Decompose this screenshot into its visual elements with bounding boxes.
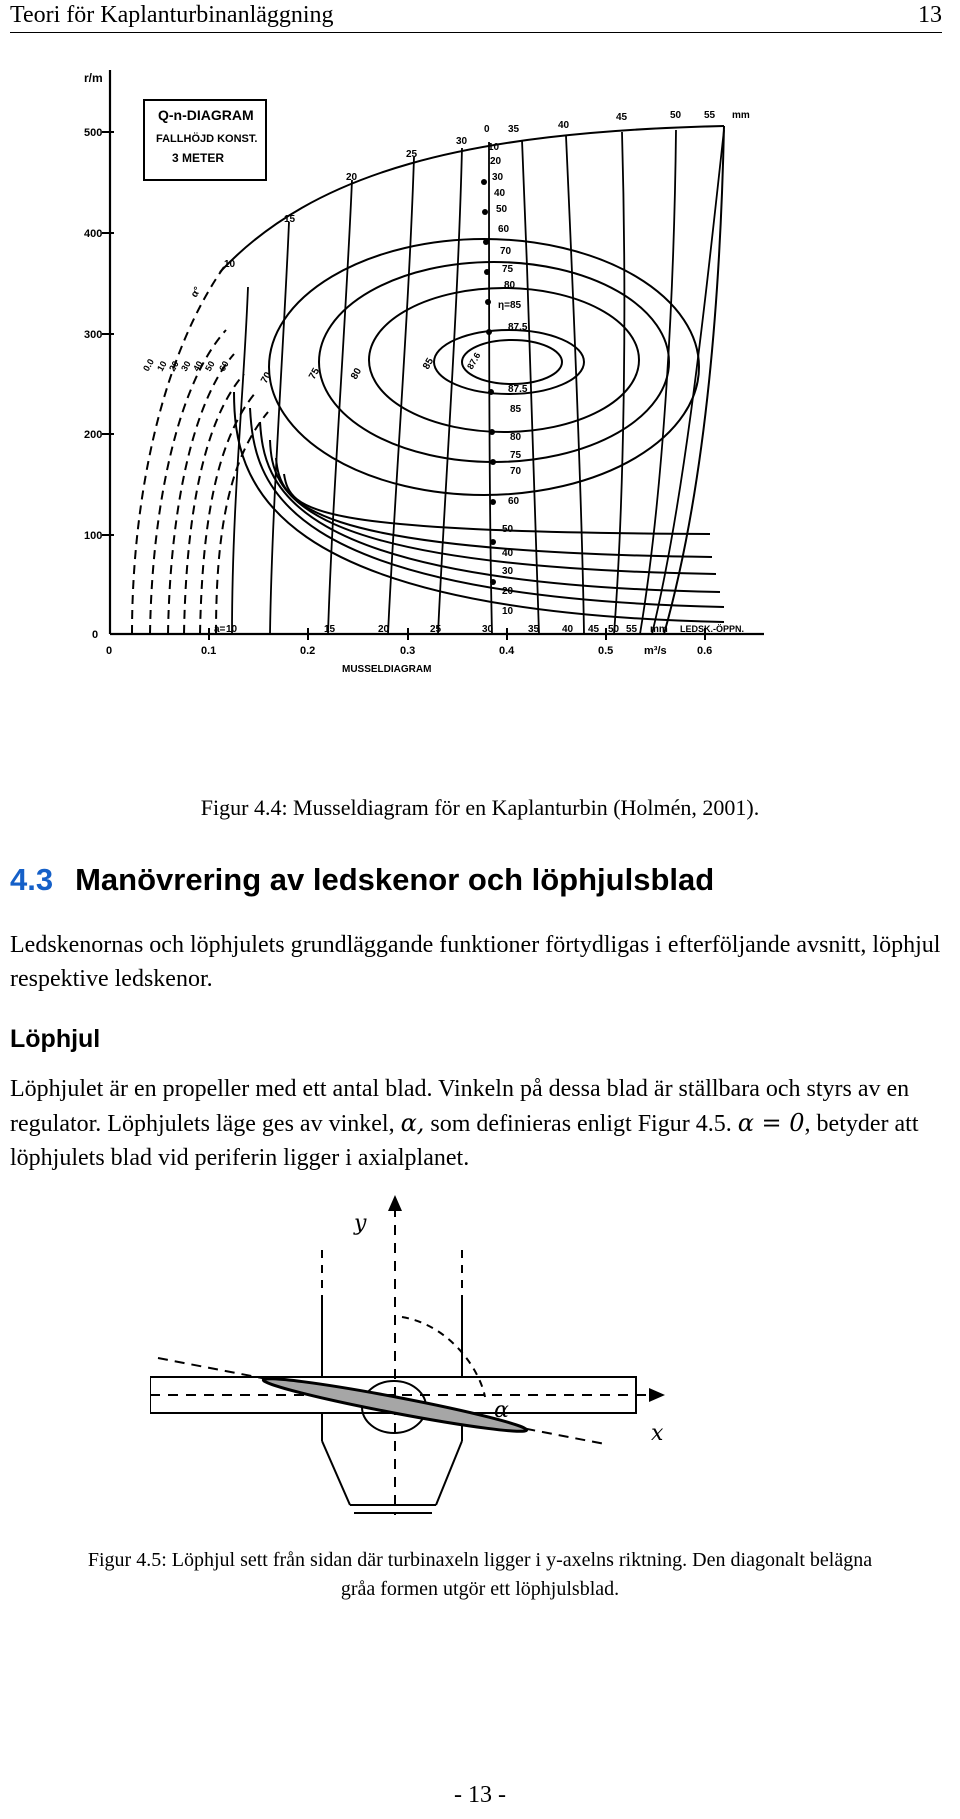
efficiency-label: 60 <box>508 496 520 507</box>
legend-line-3: 3 METER <box>172 151 225 165</box>
x-arrow-icon <box>649 1388 665 1402</box>
efficiency-label: 75 <box>307 366 323 382</box>
legend-line-2: FALLHÖJD KONST. <box>156 133 258 145</box>
caption-line: gråa formen utgör ett löphjulsblad. <box>340 1578 620 1600</box>
opening-label: 30 <box>456 136 468 147</box>
alpha-symbol: α, <box>400 1109 425 1137</box>
opening-label: 10 <box>224 259 236 270</box>
efficiency-label: 80 <box>349 366 365 382</box>
section-number: 4.3 <box>10 862 54 897</box>
equation: α = 0 <box>737 1109 805 1137</box>
efficiency-label: 70 <box>259 370 275 386</box>
efficiency-label: 40 <box>494 188 506 199</box>
y-tick: 300 <box>84 329 103 341</box>
paragraph-text: Löphjulet är en propeller med ett antal blad. Vinkeln på dessa blad är ställbara och styrs av en regulator. Löphjulets läge ges av vinkel, <box>10 1076 910 1137</box>
paragraph-text: som definieras enligt Figur 4.5. <box>424 1111 738 1137</box>
opening-label: mm <box>732 110 750 121</box>
legend-line-1: Q-n-DIAGRAM <box>158 107 254 123</box>
x-axis-title: MUSSELDIAGRAM <box>342 664 432 675</box>
alpha-label: α <box>494 1398 509 1423</box>
y-axis-label: y <box>354 1211 367 1236</box>
x-axis-unit: m³/s <box>644 645 667 657</box>
figure-caption: Figur 4.4: Musseldiagram för en Kaplanturbin (Holmén, 2001). <box>200 795 760 820</box>
efficiency-label: 0 <box>484 124 490 135</box>
efficiency-label: 50 <box>496 204 508 215</box>
mussel-diagram <box>84 62 894 782</box>
x-tick: 0.2 <box>300 645 316 657</box>
opening-label: 40 <box>558 120 570 131</box>
x-tick: 0.1 <box>201 645 217 657</box>
subsection-heading: Löphjul <box>10 1025 101 1053</box>
efficiency-label: 50 <box>502 524 514 535</box>
efficiency-label: η=85 <box>498 300 522 311</box>
opening-label: 40 <box>562 624 574 635</box>
y-arrow-icon <box>388 1195 402 1211</box>
runner-blade-diagram <box>150 1195 810 1530</box>
y-tick: 500 <box>84 127 103 139</box>
efficiency-label: 75 <box>502 264 514 275</box>
caption-line: Figur 4.5: Löphjul sett från sidan där turbinaxeln ligger i y-axelns riktning. Den diagonalt belägna <box>87 1549 873 1571</box>
efficiency-label: 85 <box>510 404 522 415</box>
opening-label: 25 <box>406 149 418 160</box>
efficiency-label: 80 <box>510 432 522 443</box>
opening-label: 35 <box>508 124 520 135</box>
efficiency-label: 87.5 <box>508 384 528 395</box>
efficiency-label: 60 <box>498 224 510 235</box>
y-tick: 200 <box>84 429 103 441</box>
opening-label: 55 <box>704 110 716 121</box>
efficiency-label: 10 <box>488 142 500 153</box>
efficiency-label: 20 <box>490 156 502 167</box>
x-tick: 0.4 <box>499 645 515 657</box>
efficiency-label: 0.0 <box>141 357 156 373</box>
opening-label: 50 <box>670 110 682 121</box>
paragraph-text: , betyder att löphjulets blad vid periferin ligger i axialplanet. <box>10 1111 919 1171</box>
efficiency-label: 60 <box>217 359 231 373</box>
opening-label: LEDSK.-ÖPPN. <box>680 624 745 634</box>
x-tick: 0 <box>106 645 113 657</box>
opening-label: 20 <box>346 172 358 183</box>
y-tick: 0 <box>92 629 99 641</box>
efficiency-label: 70 <box>510 466 522 477</box>
paragraph <box>10 1072 950 1175</box>
efficiency-label: 10 <box>502 606 514 617</box>
efficiency-label: 30 <box>179 359 193 373</box>
opening-label: 10 <box>226 624 238 635</box>
opening-label: mm <box>650 624 668 635</box>
opening-label: a= <box>214 624 226 635</box>
y-tick: 100 <box>84 530 103 542</box>
efficiency-label: 20 <box>502 586 514 597</box>
paragraph: Ledskenornas och löphjulets grundläggande funktioner förtydligas i efterföljande avsnitt, löphjul respektive ledskenor. <box>10 932 941 992</box>
efficiency-label: 30 <box>492 172 504 183</box>
header-page-number: 13 <box>918 2 942 28</box>
section-title: Manövrering av ledskenor och löphjulsblad <box>75 862 715 897</box>
efficiency-label: 80 <box>504 280 516 291</box>
x-axis-label: x <box>651 1421 664 1446</box>
figure-caption <box>0 1546 960 1604</box>
efficiency-label: 40 <box>502 548 514 559</box>
opening-label: 45 <box>588 624 600 635</box>
efficiency-label: 75 <box>510 450 522 461</box>
efficiency-label: 10 <box>155 359 169 373</box>
y-axis-unit: r/m <box>84 71 103 85</box>
angle-label: α° <box>189 285 204 300</box>
page-footer: - 13 - <box>454 1782 506 1808</box>
running-header <box>10 2 942 33</box>
efficiency-label: 87.6 <box>465 350 483 371</box>
efficiency-label: 20 <box>167 359 181 373</box>
efficiency-label: 87.5 <box>508 322 528 333</box>
x-tick: 0.6 <box>697 645 713 657</box>
opening-label: 45 <box>616 112 628 123</box>
efficiency-label: 50 <box>203 359 217 373</box>
efficiency-label: 40 <box>191 359 205 373</box>
opening-label: 55 <box>626 624 638 635</box>
opening-label: 50 <box>608 624 620 635</box>
opening-label: 35 <box>528 624 540 635</box>
x-tick: 0.3 <box>400 645 416 657</box>
document-title: Teori för Kaplanturbinanläggning <box>10 2 334 28</box>
x-tick: 0.5 <box>598 645 614 657</box>
opening-label: 30 <box>482 624 494 635</box>
efficiency-label: 30 <box>502 566 514 577</box>
opening-label: 25 <box>430 624 442 635</box>
y-tick: 400 <box>84 228 103 240</box>
opening-label: 15 <box>324 624 336 635</box>
efficiency-label: 70 <box>500 246 512 257</box>
section-heading <box>10 862 714 898</box>
opening-label: 15 <box>284 214 296 225</box>
efficiency-label: 85 <box>421 356 437 372</box>
opening-label: 20 <box>378 624 390 635</box>
